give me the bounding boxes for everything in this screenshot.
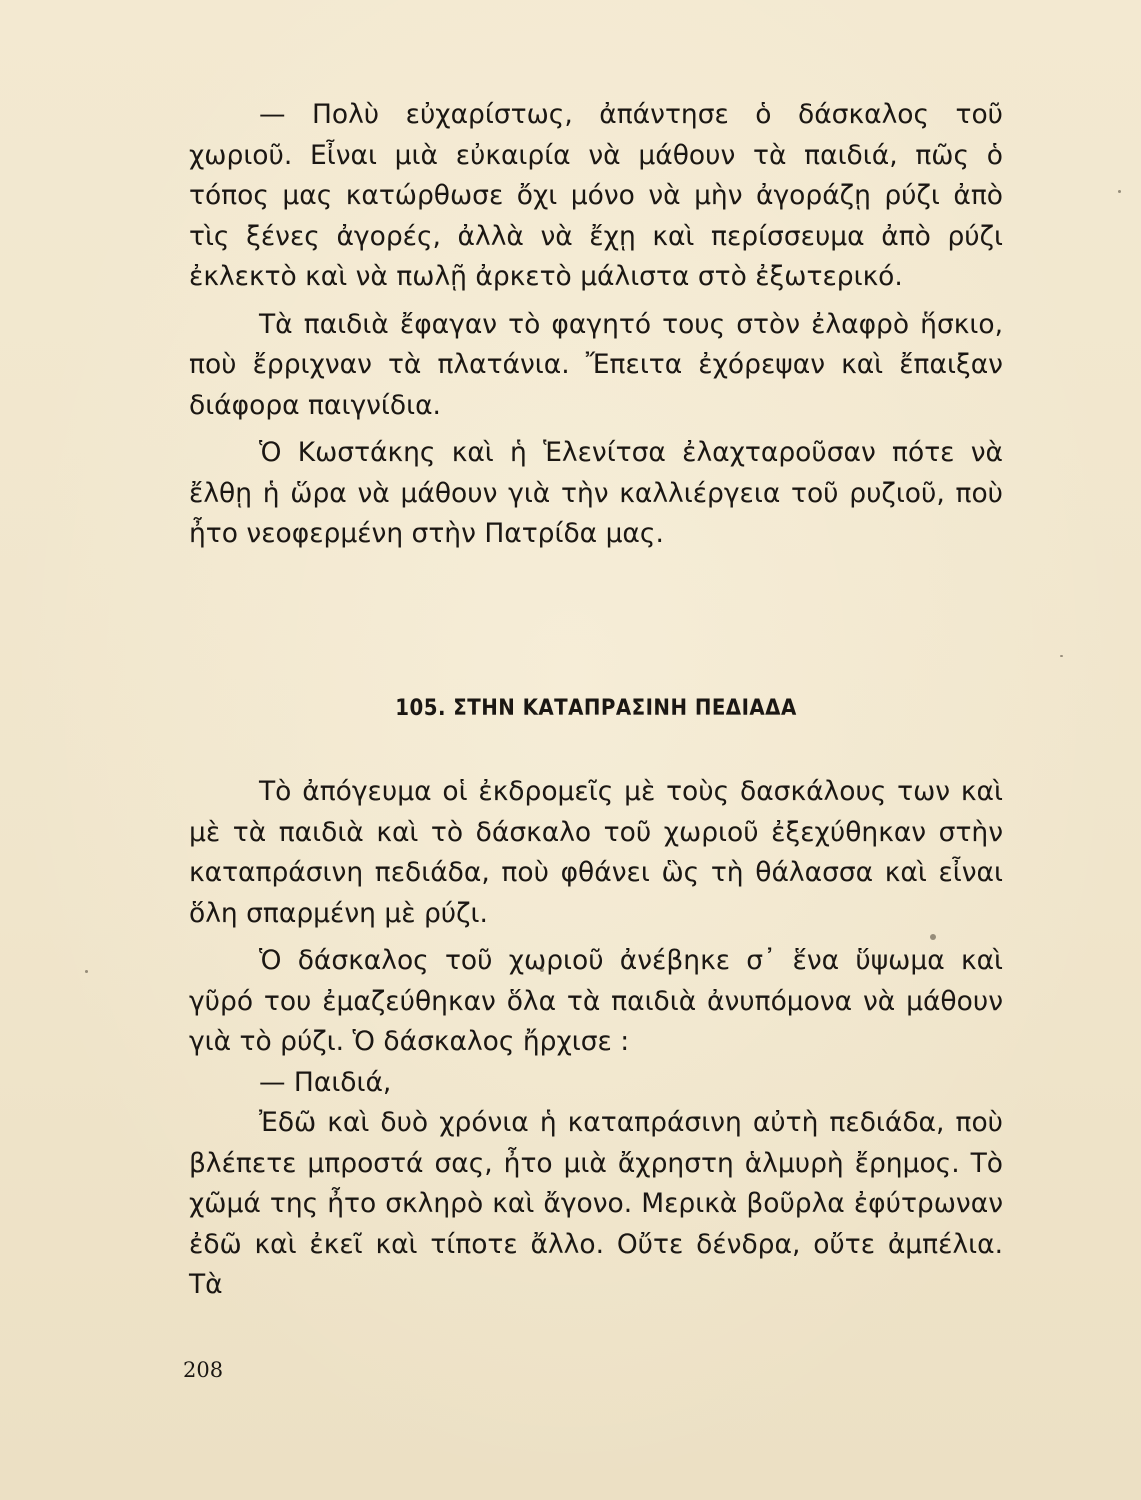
print-speck <box>1060 655 1063 657</box>
paragraph-children-address: — Παιδιά, <box>259 1066 392 1098</box>
print-speck <box>85 970 88 973</box>
page-number: 208 <box>183 1358 224 1382</box>
paragraph-teacher-climbed: Ὁ δάσκαλος τοῦ χωριοῦ ἀνέβηκε σ᾿ ἕνα ὕψωμα καὶ γῦρό του ἐμαζεύθηκαν ὅλα τὰ παιδιὰ ἀνυπόμονα νὰ μάθουν γιὰ τὸ ρύζι. Ὁ δάσκαλος ἤρχισε : <box>189 945 1003 1057</box>
print-speck <box>930 934 936 940</box>
print-speck <box>540 968 544 972</box>
section-heading: 105. ΣΤΗΝ ΚΑΤΑΠΡΑΣΙΝΗ ΠΕΔΙΑΔΑ <box>395 696 797 721</box>
print-speck <box>1118 190 1121 193</box>
paragraph-kostakis-elenitsa: Ὁ Κωστάκης καὶ ἡ Ἑλενίτσα ἐλαχταροῦσαν πότε νὰ ἔλθῃ ἡ ὥρα νὰ μάθουν γιὰ τὴν καλλιέργεια τοῦ ρυζιοῦ, ποὺ ἦτο νεοφερμένη στὴν Πατρίδα μας. <box>189 437 1003 549</box>
paragraph-children-ate: Τὰ παιδιὰ ἔφαγαν τὸ φαγητό τους στὸν ἐλαφρὸ ἥσκιο, ποὺ ἔρριχναν τὰ πλατάνια. Ἔπειτα ἐχόρεψαν καὶ ἔπαιξαν διάφορα παιγνίδια. <box>189 308 1003 421</box>
top-text-block <box>189 95 1003 562</box>
paragraph-teacher-reply: — Πολὺ εὐχαρίστως, ἀπάντησε ὁ δάσκαλος τοῦ χωριοῦ. Εἶναι μιὰ εὐκαιρία νὰ μάθουν τὰ παιδιά, πῶς ὁ τόπος μας κατώρθωσε ὄχι μόνο νὰ μὴν ἀγοράζῃ ρύζι ἀπὸ τὶς ξένες ἀγορές, ἀλλὰ νὰ ἔχῃ καὶ περίσσευμα ἀπὸ ρύζι ἐκλεκτὸ καὶ νὰ πωλῇ ἀρκετὸ μάλιστα στὸ ἐξωτερικό. <box>189 99 1003 292</box>
bottom-text-block <box>189 772 1003 1306</box>
paragraph-two-years-ago: Ἐδῶ καὶ δυὸ χρόνια ἡ καταπράσινη αὐτὴ πεδιάδα, ποὺ βλέπετε μπροστά σας, ἦτο μιὰ ἄχρηστη ἁλμυρὴ ἔρημος. Τὸ χῶμά της ἦτο σκληρὸ καὶ ἄγονο. Μερικὰ βοῦρλα ἐφύτρωναν ἐδῶ καὶ ἐκεῖ καὶ τίποτε ἄλλο. Οὔτε δένδρα, οὔτε ἀμπέλια. Τὰ <box>189 1107 1003 1300</box>
paragraph-afternoon-excursion: Τὸ ἀπόγευμα οἱ ἐκδρομεῖς μὲ τοὺς δασκάλους των καὶ μὲ τὰ παιδιὰ καὶ τὸ δάσκαλο τοῦ χωριοῦ ἐξεχύθηκαν στὴν καταπράσινη πεδιάδα, ποὺ φθάνει ὣς τὴ θάλασσα καὶ εἶναι ὅλη σπαρμένη μὲ ρύζι. <box>189 776 1003 929</box>
